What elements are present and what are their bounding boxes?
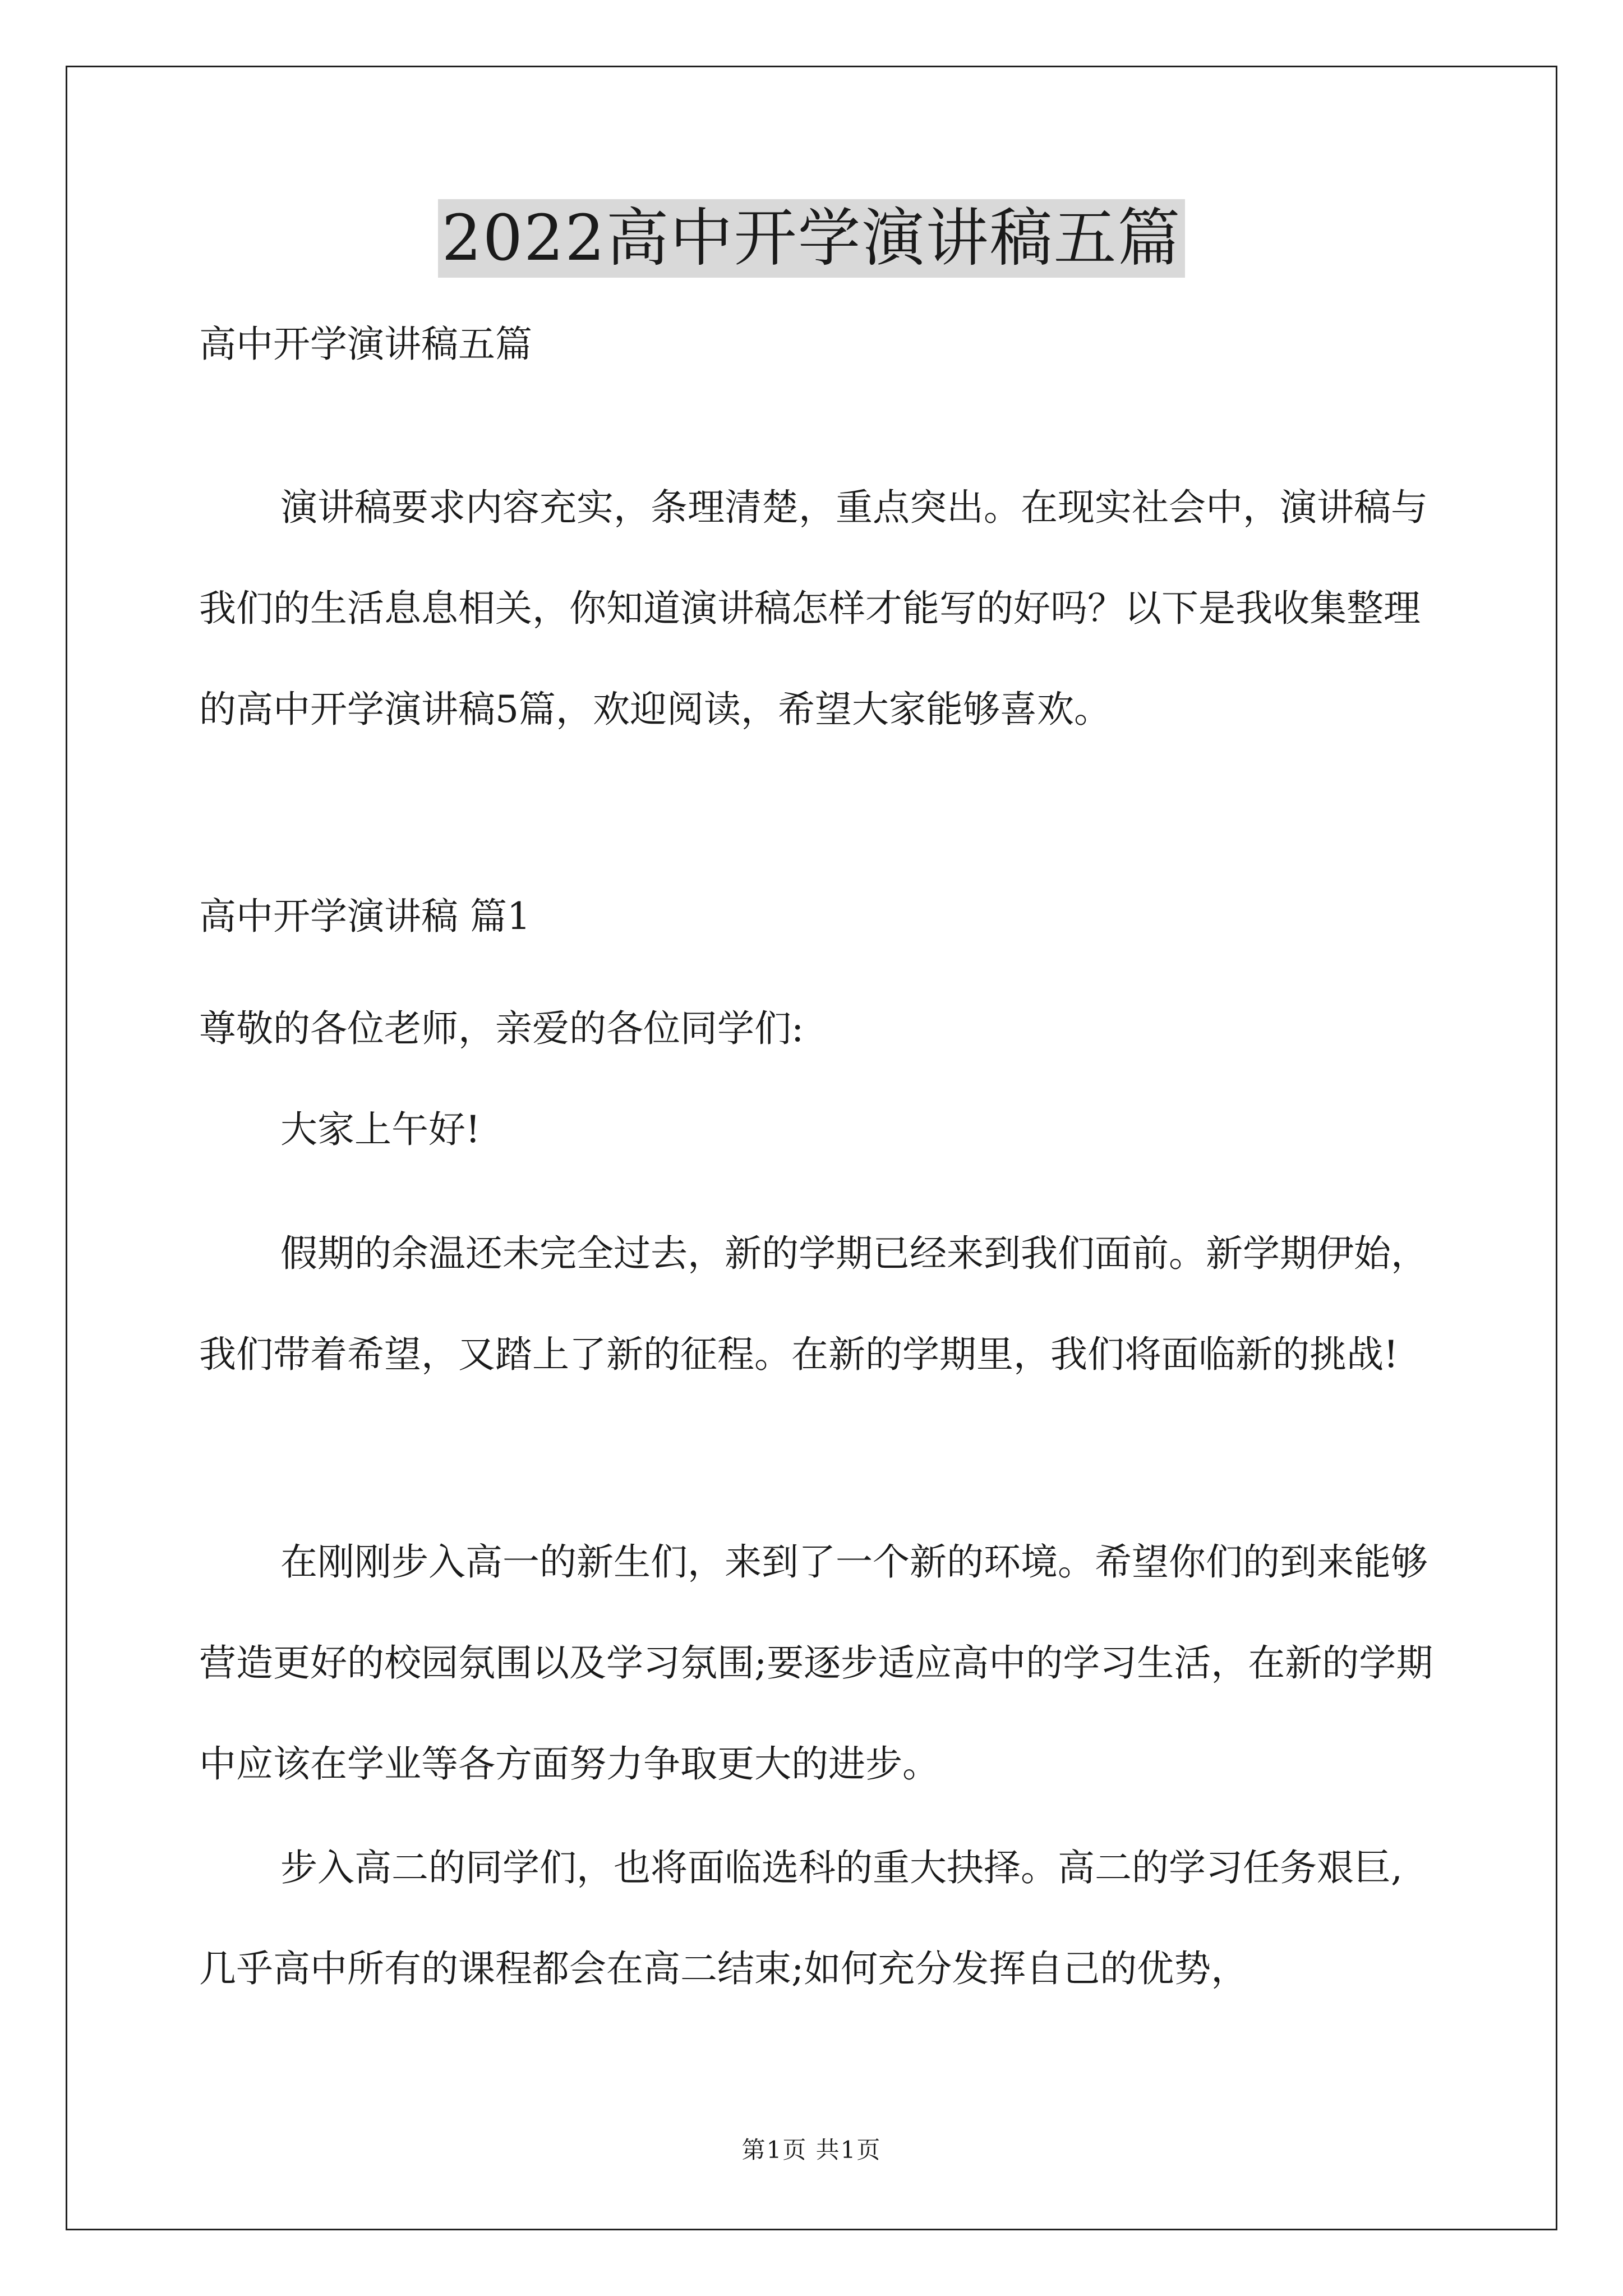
- speech-greeting: 尊敬的各位老师，亲爱的各位同学们:: [199, 1007, 804, 1050]
- speech-hello: 大家上午好!: [280, 1108, 481, 1151]
- body-paragraph: 步入高二的同学们，也将面临选科的重大抉择。高二的学习任务艰巨,几乎高中所有的课程都会在高二结束;如何充分发挥自己的优势，: [199, 1846, 1403, 1990]
- body-paragraph: 假期的余温还未完全过去，新的学期已经来到我们面前。新学期伊始，我们带着希望，又踏上了新的征程。在新的学期里，我们将面临新的挑战!: [199, 1232, 1428, 1376]
- body-paragraph: 在刚刚步入高一的新生们，来到了一个新的环境。希望你们的到来能够营造更好的校园氛围以及学习氛围;要逐步适应高中的学习生活，在新的学期中应该在学业等各方面努力争取更大的进步。: [199, 1540, 1433, 1786]
- page-footer: 第1页 共1页: [741, 2136, 882, 2164]
- intro-paragraph: 演讲稿要求内容充实，条理清楚，重点突出。在现实社会中，演讲稿与我们的生活息息相关，你知道演讲稿怎样才能写的好吗？以下是我收集整理的高中开学演讲稿5篇，欢迎阅读，希望大家能够喜欢。: [199, 486, 1428, 731]
- section-heading: 高中开学演讲稿 篇1: [199, 895, 531, 938]
- document-subtitle: 高中开学演讲稿五篇: [199, 323, 532, 366]
- title-container: [0, 199, 1623, 278]
- document-title: 2022高中开学演讲稿五篇: [438, 199, 1184, 278]
